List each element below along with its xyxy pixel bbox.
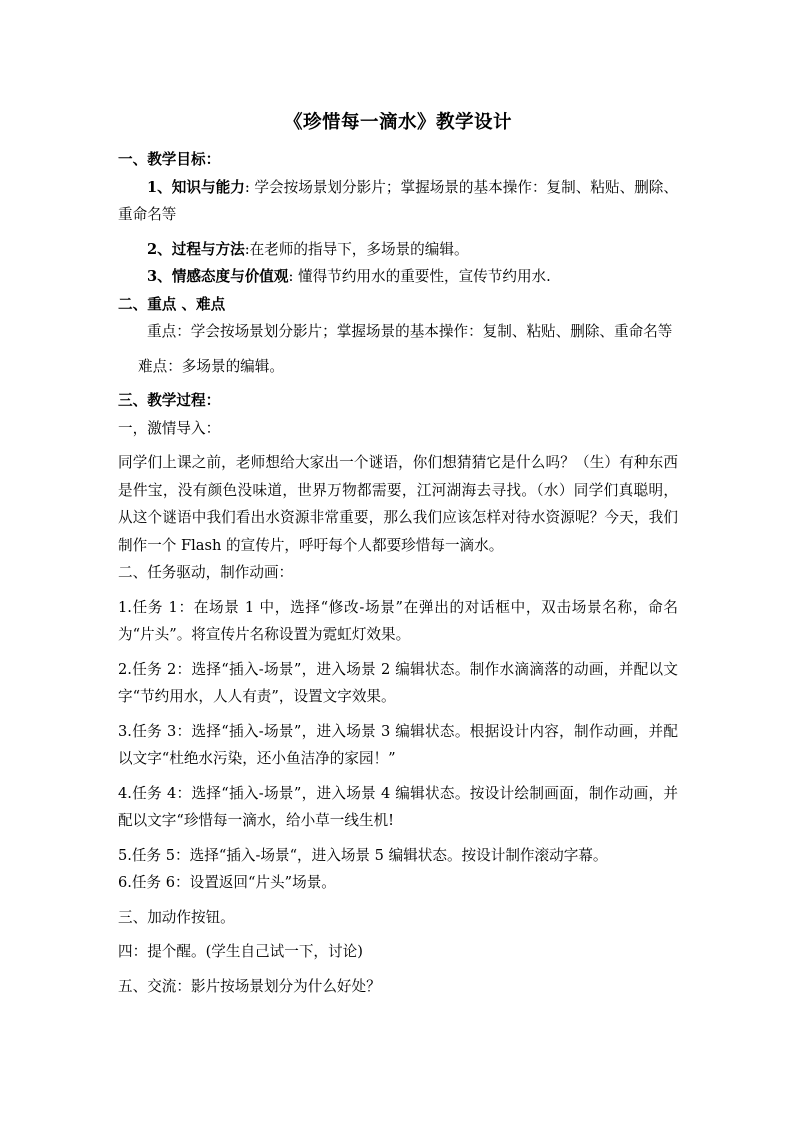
- goal-attitude-text: : 懂得节约用水的重要性，宣传节约用水.: [288, 268, 551, 285]
- task-item-3: 3.任务 3：选择“插入-场景”，进入场景 3 编辑状态。根据设计内容，制作动画，并配以文字“杜绝水污染，还小鱼洁净的家园！”: [118, 722, 678, 767]
- key-point-text: 重点：学会按场景划分影片；掌握场景的基本操作：复制、粘贴、删除、重命名等: [147, 323, 673, 340]
- intro-title: 一，激情导入：: [118, 419, 221, 437]
- goal-attitude-label: 3、情感态度与价值观: [147, 268, 289, 285]
- reminder-text: 四：提个醒。(学生自己试一下，讨论): [118, 943, 363, 960]
- goal-knowledge: [118, 174, 678, 229]
- section-heading-goals: 一、教学目标：: [118, 151, 221, 168]
- section-heading-key-points: 二、重点 、难点: [118, 295, 226, 313]
- goal-process: [118, 236, 678, 264]
- goal-process-text: :在老师的指导下，多场景的编辑。: [244, 240, 469, 258]
- task-item-1: 1.任务 1：在场景 1 中，选择“修改-场景”在弹出的对话框中，双击场景名称，命名为“片头”。将宣传片名称设置为霓虹灯效果。: [118, 598, 678, 643]
- goal-knowledge-label: 1、知识与能力: [147, 178, 245, 196]
- exchange-text: 五、交流：影片按场景划分为什么好处？: [118, 977, 381, 995]
- task-drive-title: 二、任务驱动，制作动画：: [118, 564, 294, 581]
- add-action-button-text: 三、加动作按钮。: [118, 908, 235, 926]
- document-title: 《珍惜每一滴水》教学设计: [283, 112, 512, 133]
- goal-knowledge-text: : 学会按场景划分影片；掌握场景的基本操作：复制、粘贴、删除、重命名等: [118, 178, 679, 223]
- document-content: [118, 100, 678, 1000]
- task-item-6: 6.任务 6：设置返回“片头”场景。: [118, 874, 336, 891]
- goal-attitude: [118, 263, 678, 291]
- goal-process-label: 2、过程与方法: [147, 240, 245, 258]
- task-item-5: 5.任务 5：选择“插入-场景“，进入场景 5 编辑状态。按设计制作滚动字幕。: [118, 846, 608, 864]
- task-item-4: 4.任务 4：选择“插入-场景”，进入场景 4 编辑状态。按设计绘制画面，制作动画，并配以文字“珍惜每一滴水，给小草一线生机!: [118, 784, 678, 829]
- task-item-2: 2.任务 2：选择“插入-场景”，进入场景 2 编辑状态。制作水滴滴落的动画，并配以文字“节约用水，人人有责”，设置文字效果。: [118, 660, 678, 705]
- intro-text: 同学们上课之前，老师想给大家出一个谜语，你们想猜猜它是什么吗？（生）有种东西是件宝，没有颜色没味道，世界万物都需要，江河湖海去寻找。（水）同学们真聪明，从这个谜语中我们看出水资源非常重要，那么我们应该怎样对待水资源呢？今天，我们制作一个 Flash 的宣传片，呼吁每个人都要珍惜每一滴水。: [118, 454, 678, 554]
- difficulty-text: 难点：多场景的编辑。: [138, 357, 284, 375]
- section-heading-process: 三、教学过程：: [118, 392, 221, 409]
